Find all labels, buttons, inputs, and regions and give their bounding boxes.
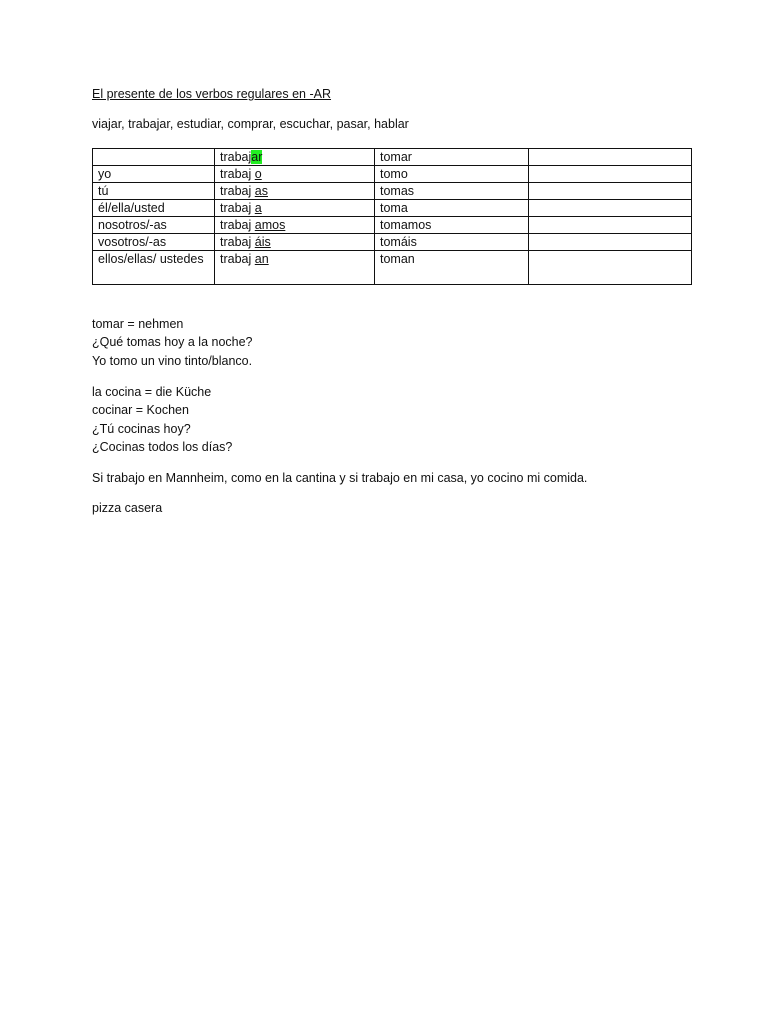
trabajar-cell (215, 217, 375, 234)
table-cell (529, 234, 692, 251)
table-row (93, 166, 692, 183)
verb-stem: trabaj (220, 235, 252, 249)
pronoun-cell: ellos/ellas/ ustedes (93, 251, 215, 285)
table-cell-trabajar (215, 149, 375, 166)
tomar-cell: toman (375, 251, 529, 285)
pronoun-cell: nosotros/-as (93, 217, 215, 234)
example-sentence: Si trabajo en Mannheim, como en la cantina y si trabajo en mi casa, yo cocino mi comida. (92, 471, 588, 485)
pronoun-cell: yo (93, 166, 215, 183)
table-row (93, 200, 692, 217)
text-line: la cocina = die Küche (92, 385, 212, 399)
tomar-cell: tomas (375, 183, 529, 200)
highlighted-ending: ar (251, 150, 263, 164)
trabajar-cell (215, 183, 375, 200)
trabajar-cell (215, 166, 375, 183)
table-cell (529, 183, 692, 200)
verb-ending: áis (254, 235, 271, 249)
text-line: ¿Cocinas todos los días? (92, 439, 233, 454)
table-cell (529, 200, 692, 217)
pizza-line: pizza casera (92, 501, 163, 515)
verb-ending: o (254, 167, 262, 181)
cocinar-examples (92, 383, 232, 456)
trabajar-cell (215, 251, 375, 285)
verb-stem: trabaj (220, 184, 252, 198)
trabajar-cell (215, 234, 375, 251)
verb-ending: as (254, 184, 268, 198)
pronoun-cell: tú (93, 183, 215, 200)
table-row (93, 251, 692, 285)
text-line: cocinar = Kochen (92, 403, 189, 418)
verb-ending: a (254, 201, 262, 215)
table-cell (93, 149, 215, 166)
tomar-cell: tomamos (375, 217, 529, 234)
table-row (93, 183, 692, 200)
verb-stem: trabaj (220, 167, 252, 181)
tomar-cell: tomáis (375, 234, 529, 251)
verb-stem: trabaj (220, 252, 252, 266)
table-cell (529, 166, 692, 183)
tomar-examples (92, 315, 253, 370)
verb-stem: trabaj (220, 218, 252, 232)
text-line: Yo tomo un vino tinto/blanco. (92, 353, 253, 368)
pronoun-cell: vosotros/-as (93, 234, 215, 251)
verb-list: viajar, trabajar, estudiar, comprar, escuchar, pasar, hablar (92, 117, 409, 131)
tomar-cell: toma (375, 200, 529, 217)
text-line: ¿Tú cocinas hoy? (92, 421, 191, 436)
tomar-cell: tomo (375, 166, 529, 183)
text-line: ¿Qué tomas hoy a la noche? (92, 335, 253, 350)
verb-ending: an (254, 252, 269, 266)
verb-ending: amos (254, 218, 286, 232)
table-cell (529, 251, 692, 285)
table-header-row (93, 149, 692, 166)
table-row (93, 234, 692, 251)
table-cell (529, 217, 692, 234)
text-line: tomar = nehmen (92, 317, 184, 331)
trabajar-cell (215, 200, 375, 217)
conjugation-table (92, 148, 692, 285)
table-cell-tomar: tomar (375, 149, 529, 166)
verb-stem: trabaj (220, 150, 252, 164)
table-cell (529, 149, 692, 166)
pronoun-cell: él/ella/usted (93, 200, 215, 217)
table-row (93, 217, 692, 234)
page-title: El presente de los verbos regulares en -AR (92, 87, 332, 101)
verb-stem: trabaj (220, 201, 252, 215)
